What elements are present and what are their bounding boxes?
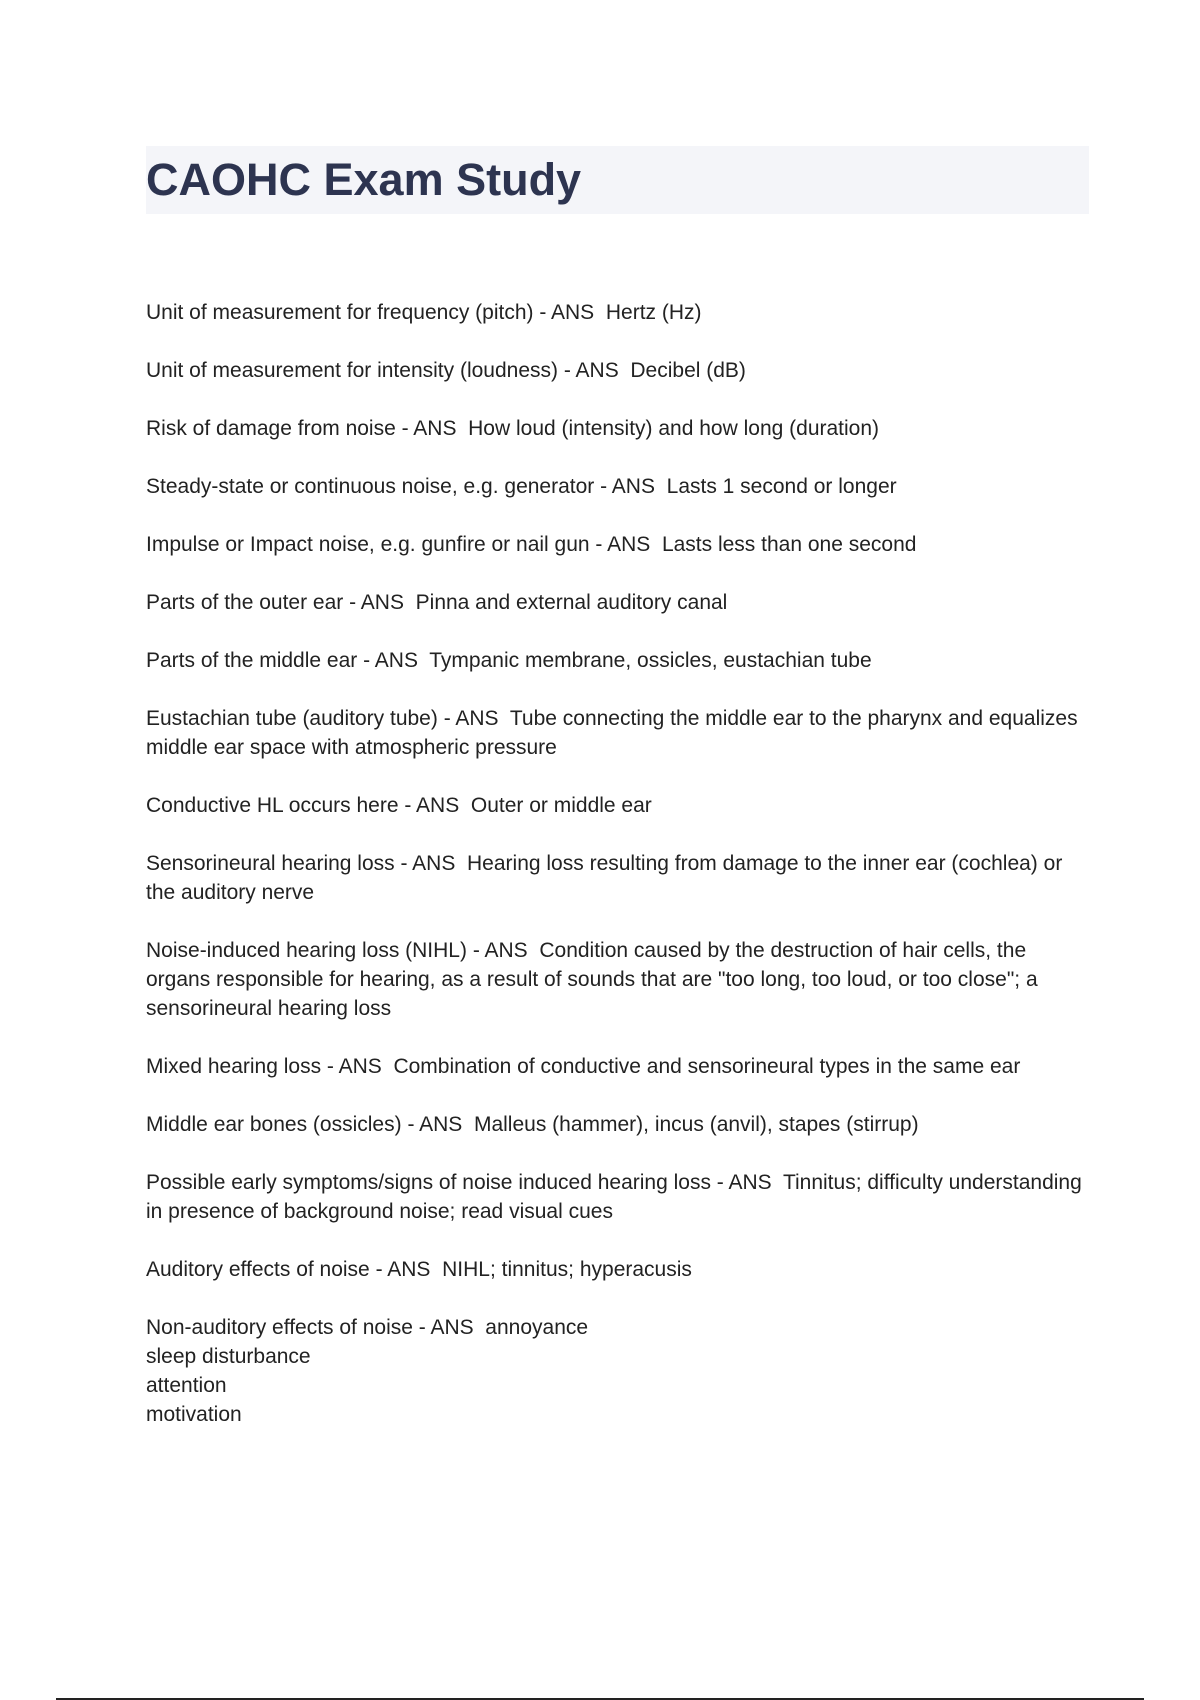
ans-separator: - ANS [412,1316,486,1339]
ans-separator: - ANS [395,417,469,440]
ans-separator: - ANS [437,707,510,730]
ans-separator: - ANS [466,939,540,962]
qa-item [146,704,1094,762]
qa-item [146,472,1094,501]
qa-item [146,849,1094,907]
qa-list [146,298,1094,1458]
qa-item [146,530,1094,559]
question-text: Eustachian tube (auditory tube) [146,707,438,730]
question-text: Unit of measurement for intensity (loudness) [146,359,559,382]
ans-separator: - ANS [401,1113,474,1136]
qa-item [146,646,1094,675]
answer-text: Tympanic membrane, ossicles, eustachian tube [429,649,872,672]
ans-separator: - ANS [533,301,606,324]
ans-separator: - ANS [321,1055,394,1078]
qa-item [146,1052,1094,1081]
question-text: Possible early symptoms/signs of noise induced hearing loss [146,1171,711,1194]
question-text: Impulse or Impact noise, e.g. gunfire or nail gun [146,533,590,556]
answer-text: Combination of conductive and sensorineural types in the same ear [393,1055,1021,1078]
ans-separator: - ANS [589,533,662,556]
answer-text: Hertz (Hz) [605,301,702,324]
answer-line: motivation [146,1403,242,1426]
answer-text: NIHL; tinnitus; hyperacusis [442,1258,692,1281]
qa-item [146,414,1094,443]
ans-separator: - ANS [594,475,667,498]
qa-item-multiline [146,1313,1094,1429]
question-text: Steady-state or continuous noise, e.g. generator [146,475,595,498]
question-text: Mixed hearing loss [146,1055,322,1078]
answer-text: Hearing loss resulting from damage to the inner ear (cochlea) or the auditory nerve [146,852,1063,904]
ans-separator: - ANS [710,1171,783,1194]
answer-text: How loud (intensity) and how long (duration) [468,417,880,440]
qa-item [146,588,1094,617]
answer-text: Condition caused by the destruction of hair cells, the organs responsible for hearing, as a result of sounds that are "too long, too loud, or too close"; a sensorineural hearing loss [146,939,1038,1020]
question-text: Risk of damage from noise [146,417,396,440]
question-text: Conductive HL occurs here [146,794,399,817]
qa-item [146,1255,1094,1284]
answer-line: attention [146,1374,227,1397]
question-text: Sensorineural hearing loss [146,852,395,875]
question-text: Parts of the middle ear [146,649,358,672]
answer-text: Lasts 1 second or longer [666,475,897,498]
question-text: Parts of the outer ear [146,591,344,614]
ans-separator: - ANS [558,359,631,382]
answer-line: sleep disturbance [146,1345,311,1368]
qa-item [146,298,1094,327]
answer-text: Pinna and external auditory canal [415,591,728,614]
qa-item [146,356,1094,385]
answer-text: Tinnitus; difficulty understanding in presence of background noise; read visual cues [146,1171,1082,1223]
ans-separator: - ANS [394,852,468,875]
page-title: CAOHC Exam Study [146,154,582,205]
answer-text: Malleus (hammer), incus (anvil), stapes (stirrup) [473,1113,919,1136]
answer-text: Tube connecting the middle ear to the pharynx and equalizes middle ear space with atmospheric pressure [146,707,1078,759]
question-text: Non-auditory effects of noise [146,1316,413,1339]
title-band [146,146,1089,214]
question-text: Auditory effects of noise [146,1258,370,1281]
question-text: Noise-induced hearing loss (NIHL) [146,939,467,962]
ans-separator: - ANS [357,649,430,672]
qa-item [146,1110,1094,1139]
question-text: Middle ear bones (ossicles) [146,1113,402,1136]
answer-text: annoyance [485,1316,589,1339]
ans-separator: - ANS [398,794,471,817]
answer-text: Outer or middle ear [470,794,652,817]
qa-item [146,936,1094,1023]
qa-item [146,1168,1094,1226]
question-text: Unit of measurement for frequency (pitch) [146,301,534,324]
answer-text: Lasts less than one second [661,533,917,556]
ans-separator: - ANS [343,591,416,614]
answer-text: Decibel (dB) [630,359,746,382]
ans-separator: - ANS [369,1258,443,1281]
qa-item [146,791,1094,820]
